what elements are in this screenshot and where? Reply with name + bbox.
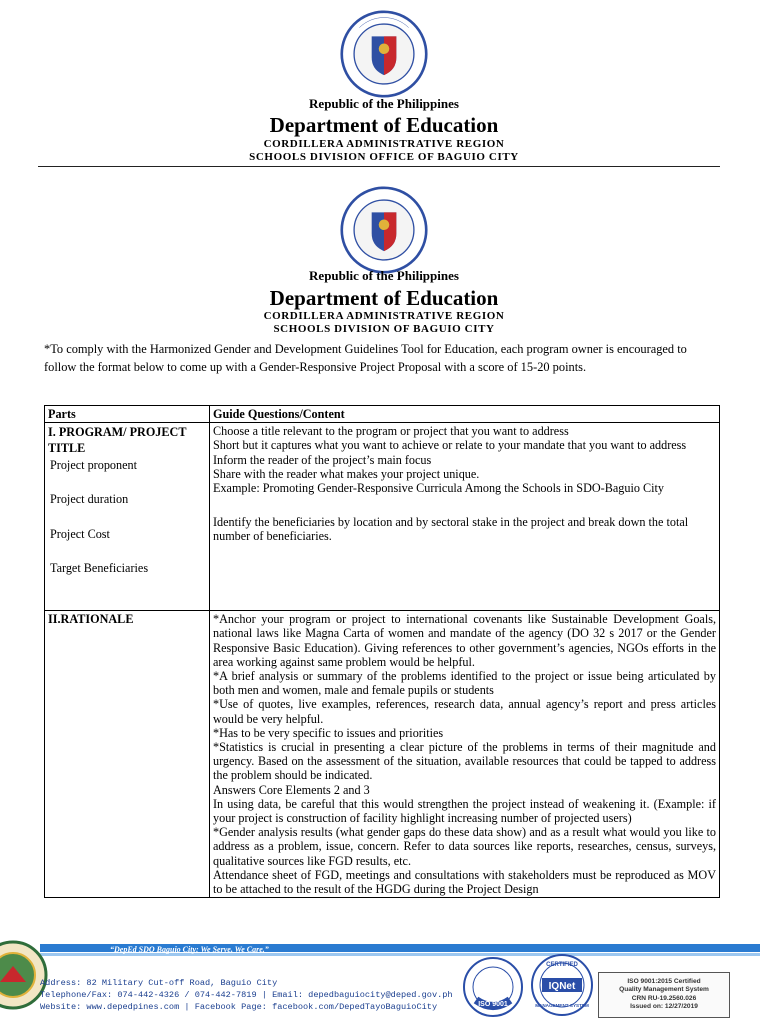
intro-paragraph: *To comply with the Harmonized Gender and Development Guidelines Tool for Education, each program owner is encouraged to follow the format below to come up with a Gender-Responsive Project Proposal with a score of 15-20 points. — [44, 342, 687, 374]
section-title-program: I. PROGRAM/ PROJECT TITLE — [48, 425, 187, 456]
guide-line: Share with the reader what makes your project unique. — [213, 466, 480, 481]
column-header-parts: Parts — [45, 406, 210, 423]
table-row — [45, 423, 720, 611]
footer-website: Website: www.depedpines.com | Facebook Page: facebook.com/DepedTayoBaguioCity — [40, 1002, 438, 1012]
iso-info-line: CRN RU-19.2560.026 — [631, 994, 697, 1002]
row-guide-cell — [210, 423, 720, 611]
table-row — [45, 611, 720, 898]
table-header-row — [45, 406, 720, 423]
republic-line: Republic of the Philippines — [309, 96, 459, 111]
guide-line: *Use of quotes, live examples, references, research data, annual agency’s report and press articles would be very helpful. — [213, 697, 716, 726]
footer-slogan: “DepEd SDO Baguio City: We Serve, We Care.” — [110, 945, 269, 954]
label-project-proponent: Project proponent — [50, 458, 137, 473]
guide-table — [44, 405, 720, 898]
deped-seal — [340, 10, 428, 98]
region-line-2: CORDILLERA ADMINISTRATIVE REGION — [263, 310, 505, 322]
guide-line: *A brief analysis or summary of the problems identified to the project or issue being articulated by both men and women, male and female pupils or students — [213, 669, 716, 698]
guide-line: Answers Core Elements 2 and 3 — [213, 782, 370, 797]
deped-seal — [340, 186, 428, 274]
republic-line-2: Republic of the Philippines — [309, 268, 459, 283]
guide-line: In using data, be careful that this would strengthen the project instead of weakening it. (Example: if your project is construction of facility highlight increasing number of projected users) — [213, 796, 716, 826]
row-guide-cell — [210, 611, 720, 898]
header-divider — [38, 166, 720, 167]
iso-info-line: Quality Management System — [619, 986, 709, 994]
row-parts-cell — [45, 423, 210, 611]
iqnet-text: IQNet — [548, 981, 576, 992]
spacer — [213, 495, 716, 515]
label-project-duration: Project duration — [50, 492, 129, 507]
division-line: SCHOOLS DIVISION OFFICE OF BAGUIO CITY — [249, 151, 519, 163]
guide-line: *Anchor your program or project to international covenants like Sustainable Development Goals, national laws like Magna Carta of women and mandate of the agency (DO 32 s 2017 or the Gender Responsive Basic Education). Giving references to other government’s agencies, NGOs efforts in the area working against same problem would be helpful. — [213, 612, 716, 669]
iso-info-line: ISO 9001:2015 Certified — [627, 978, 701, 985]
guide-line: Choose a title relevant to the program or project that you want to address — [213, 424, 569, 439]
footer-telephone: Telephone/Fax: 074-442-4326 / 074-442-7819 | Email: depedbaguiocity@deped.gov.ph — [40, 990, 453, 1000]
guide-line: *Statistics is crucial in presenting a clear picture of the problems in terms of their magnitude and urgency. Based on the assessment of the situation, available resources that could be tapped to address the problem should be indicated. — [213, 740, 716, 783]
guide-line: *Gender analysis results (what gender gaps do these data show) and as a result what would you like to address as a problem, issue, concern. Refer to data sources like reports, researches, census, surveys, qualitative sources like FGD results, etc. — [213, 825, 716, 868]
iso-info-line: Issued on: 12/27/2019 — [630, 1003, 698, 1011]
guide-line: Attendance sheet of FGD, meetings and consultations with stakeholders must be reproduced as MOV to be attached to the result of the HGDG during the Project Design — [213, 867, 716, 897]
guide-line: Inform the reader of the project’s main focus — [213, 452, 432, 467]
region-line: CORDILLERA ADMINISTRATIVE REGION — [263, 138, 505, 150]
label-target-beneficiaries: Target Beneficiaries — [50, 560, 149, 575]
guide-line: *Has to be very specific to issues and priorities — [213, 725, 444, 740]
certified-label: CERTIFIED — [546, 962, 578, 968]
guide-line: Short but it captures what you want to achieve or relate to your mandate that you want to address — [213, 438, 687, 453]
row-parts-cell — [45, 611, 210, 898]
management-system-label: MANAGEMENT SYSTEM — [535, 1003, 589, 1008]
iso-certificate-box — [598, 972, 730, 1018]
iso-9001-badge-icon — [462, 956, 524, 1018]
section-title-rationale: II.RATIONALE — [48, 612, 134, 627]
iqnet-badge-icon — [530, 952, 594, 1018]
guide-line: Identify the beneficiaries by location and by sectoral stake in the project and break down the total number of beneficiaries. — [213, 515, 689, 544]
guide-line: Example: Promoting Gender-Responsive Curricula Among the Schools in SDO-Baguio City — [213, 481, 664, 496]
division-line-2: SCHOOLS DIVISION OF BAGUIO CITY — [273, 323, 495, 335]
iso-badge-text: ISO 9001 — [478, 1001, 508, 1008]
department-title: Department of Education — [269, 113, 499, 137]
footer-address: Address: 82 Military Cut-off Road, Baguio City — [40, 978, 278, 988]
column-header-guide: Guide Questions/Content — [210, 406, 720, 423]
department-title-2: Department of Education — [269, 286, 499, 310]
label-project-cost: Project Cost — [50, 526, 110, 541]
